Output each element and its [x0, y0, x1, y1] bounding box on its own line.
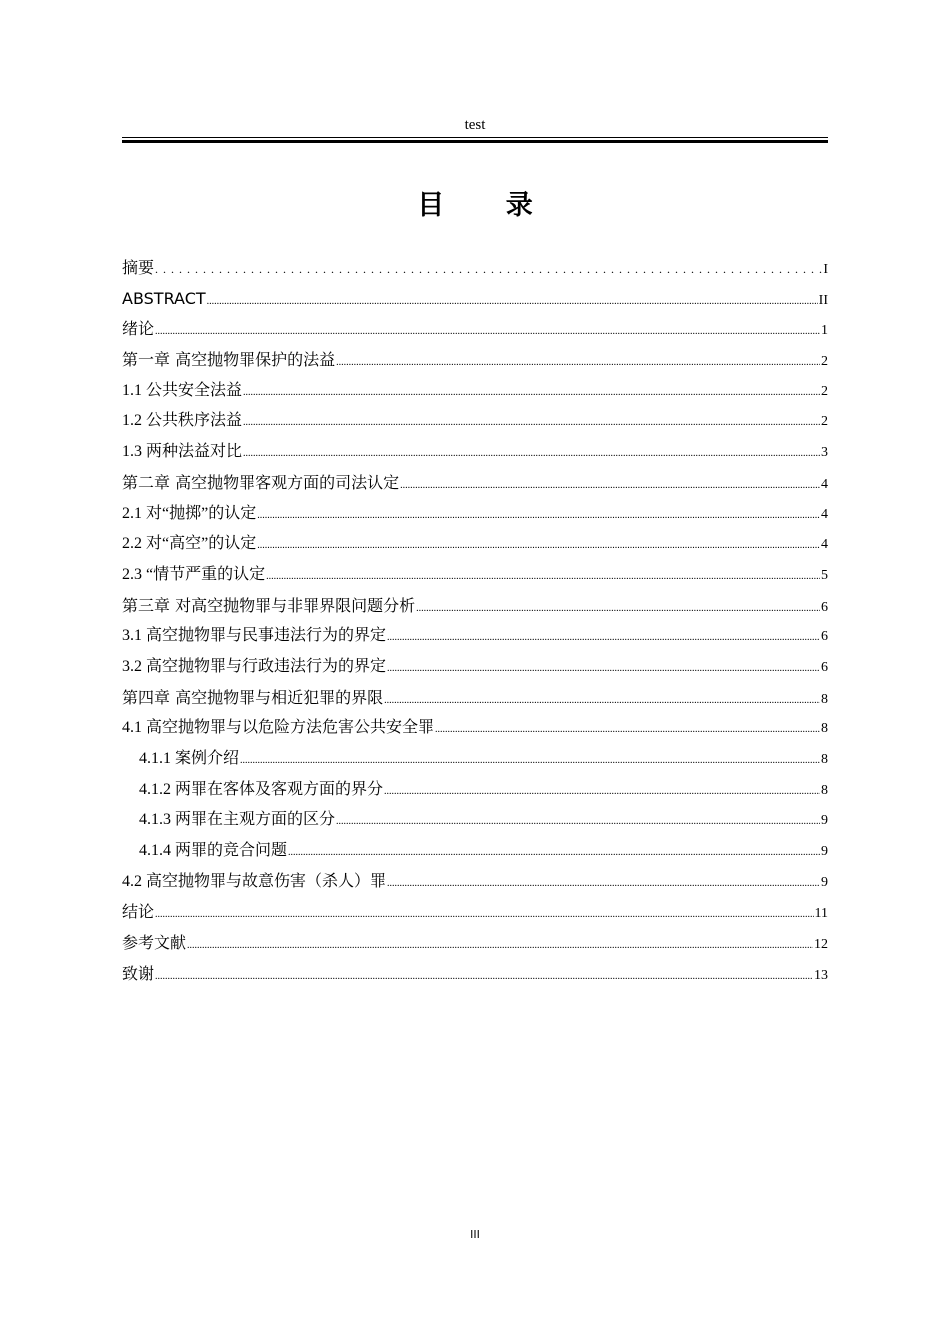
toc-entry-page: I — [823, 262, 828, 277]
toc-dot-leader — [257, 531, 820, 561]
toc-dot-leader — [207, 287, 818, 317]
toc-dot-leader — [435, 715, 820, 745]
toc-entry-page: 6 — [821, 629, 828, 645]
toc-entry[interactable] — [122, 928, 828, 959]
header-rule-thin — [122, 137, 828, 138]
toc-entry-page: 8 — [821, 691, 828, 707]
toc-title: 目 录 — [417, 190, 559, 221]
toc-entry[interactable] — [122, 744, 828, 775]
toc-entry[interactable] — [122, 345, 828, 376]
toc-entry-page: 8 — [821, 721, 828, 737]
toc-dot-leader — [155, 317, 820, 347]
toc-entry[interactable] — [122, 836, 828, 867]
toc-dot-leader — [257, 501, 820, 531]
toc-entry[interactable] — [122, 468, 828, 499]
toc-entry-page: 4 — [821, 537, 828, 553]
toc-entry-label: 2.2 对“高空”的认定 — [122, 535, 257, 553]
toc-entry-page: 12 — [814, 937, 828, 953]
toc-entry-label: 1.3 两种法益对比 — [122, 443, 243, 461]
toc-entry-label: 4.1.2 两罪在客体及客观方面的界分 — [139, 780, 384, 798]
toc-entry-page: 2 — [821, 354, 828, 370]
toc-dot-leader — [155, 900, 814, 930]
toc-dot-leader — [243, 439, 820, 469]
toc-entry-page: 13 — [814, 967, 828, 983]
toc-entry[interactable] — [122, 499, 828, 530]
toc-dot-leader — [155, 962, 813, 992]
toc-entry-label: 4.1.1 案例介绍 — [139, 750, 240, 767]
toc-entry-label: 摘要 — [122, 258, 155, 277]
toc-dot-leader — [387, 623, 820, 653]
toc-entry[interactable] — [122, 621, 828, 652]
toc-dot-leader — [155, 254, 822, 284]
toc-entry-page: 9 — [821, 844, 828, 860]
toc-entry[interactable] — [122, 406, 828, 437]
toc-dot-leader — [336, 807, 820, 837]
toc-entry-page: 2 — [821, 414, 828, 430]
toc-dot-leader — [243, 408, 820, 438]
toc-entry[interactable] — [122, 805, 828, 836]
toc-entry-label: 参考文献 — [122, 933, 187, 953]
toc-entry[interactable] — [122, 591, 828, 622]
toc-dot-leader — [240, 746, 820, 776]
toc-entry-page: 11 — [814, 906, 828, 922]
toc-entry-page: 8 — [821, 782, 828, 798]
toc-entry-label: 第三章 对高空抛物罪与非罪界限问题分析 — [122, 595, 416, 615]
toc-entry-label: 致谢 — [122, 963, 155, 983]
toc-dot-leader — [384, 686, 820, 716]
toc-entry-label: 第一章 高空抛物罪保护的法益 — [122, 350, 336, 370]
toc-entry-page: 9 — [821, 813, 828, 829]
toc-entry[interactable] — [122, 253, 828, 284]
toc-entry-label: 1.1 公共安全法益 — [122, 381, 243, 399]
page-header: test — [464, 117, 486, 133]
toc-entry[interactable] — [122, 376, 828, 407]
toc-entry[interactable] — [122, 775, 828, 806]
toc-entry-page: 4 — [821, 506, 828, 522]
toc-dot-leader — [416, 594, 820, 624]
toc-entry-label: 3.2 高空抛物罪与行政违法行为的界定 — [122, 657, 387, 675]
toc-dot-leader — [387, 869, 820, 899]
toc-entry-label: 第二章 高空抛物罪客观方面的司法认定 — [122, 472, 400, 492]
page-number: III — [470, 1228, 480, 1241]
toc-entry-label: 绪论 — [122, 319, 155, 339]
toc-entry[interactable] — [122, 314, 828, 345]
toc-entry-label: 2.3 “情节严重的认定 — [122, 565, 266, 583]
toc-dot-leader — [266, 562, 820, 592]
toc-entry-label: 4.2 高空抛物罪与故意伤害（杀人）罪 — [122, 872, 387, 890]
toc-entry[interactable] — [122, 897, 828, 928]
toc-entry-page: 6 — [821, 599, 828, 615]
toc-entry[interactable] — [122, 713, 828, 744]
toc-entry-label: ABSTRACT — [122, 288, 206, 308]
toc-entry-label: 第四章 高空抛物罪与相近犯罪的界限 — [122, 687, 384, 707]
toc-entry[interactable] — [122, 284, 828, 315]
header-rule-thick — [122, 140, 828, 143]
toc-dot-leader — [400, 471, 820, 501]
toc-entry-label: 3.1 高空抛物罪与民事违法行为的界定 — [122, 627, 387, 645]
toc-entry[interactable] — [122, 683, 828, 714]
toc-entry[interactable] — [122, 867, 828, 898]
toc-entry-page: 4 — [821, 476, 828, 492]
toc-entry-page: 6 — [821, 659, 828, 675]
toc-entry-label: 4.1.3 两罪在主观方面的区分 — [139, 811, 336, 829]
toc-dot-leader — [288, 838, 820, 868]
toc-entry-label: 2.1 对“抛掷”的认定 — [122, 504, 257, 522]
toc-entry-page: 1 — [821, 323, 828, 339]
toc-entry[interactable] — [122, 529, 828, 560]
toc-entry-label: 4.1.4 两罪的竞合问题 — [139, 842, 288, 860]
toc-entry-label: 1.2 公共秩序法益 — [122, 412, 243, 430]
table-of-contents — [122, 253, 828, 990]
toc-dot-leader — [243, 378, 820, 408]
toc-entry[interactable] — [122, 652, 828, 683]
toc-entry-page: II — [818, 292, 828, 308]
toc-entry-page: 5 — [821, 567, 828, 583]
toc-entry[interactable] — [122, 959, 828, 990]
toc-entry-page: 9 — [821, 874, 828, 890]
toc-dot-leader — [384, 777, 820, 807]
toc-dot-leader — [187, 931, 813, 961]
toc-entry-page: 2 — [821, 383, 828, 399]
toc-entry-page: 3 — [821, 445, 828, 461]
toc-dot-leader — [336, 348, 820, 378]
toc-entry[interactable] — [122, 560, 828, 591]
toc-entry-label: 4.1 高空抛物罪与以危险方法危害公共安全罪 — [122, 719, 435, 737]
toc-entry-page: 8 — [821, 752, 828, 767]
toc-entry-label: 结论 — [122, 902, 155, 922]
toc-entry[interactable] — [122, 437, 828, 468]
toc-dot-leader — [387, 654, 820, 684]
